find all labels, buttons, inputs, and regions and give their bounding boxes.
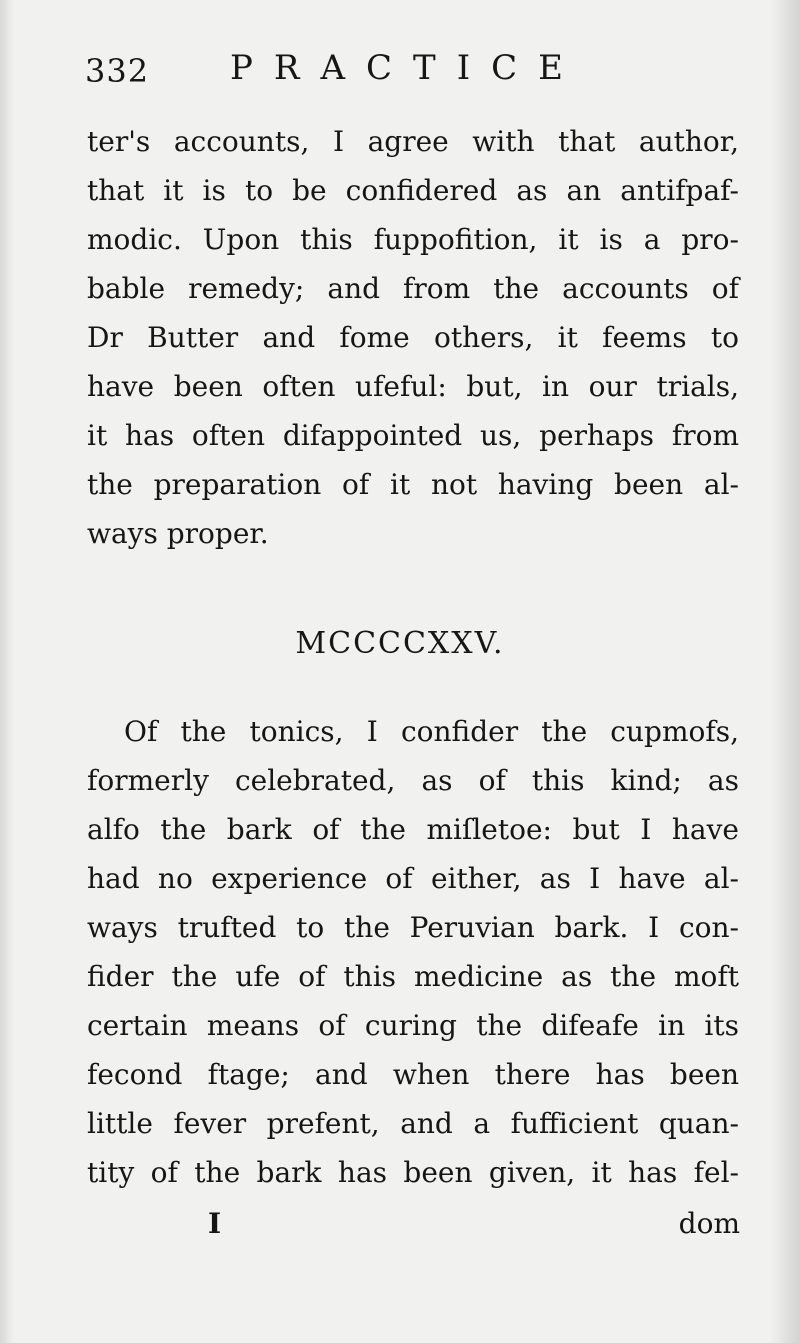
page-shadow-right bbox=[770, 0, 800, 1343]
text-line: have been often ufeful: but, in our trials, bbox=[87, 370, 739, 403]
text-line: ways trufted to the Peruvian bark. I con- bbox=[87, 911, 739, 944]
page-shadow-left bbox=[0, 0, 14, 1343]
text-line: ter's accounts, I agree with that author, bbox=[87, 125, 739, 158]
section-heading: MCCCCXXV. bbox=[295, 626, 505, 661]
text-line: tity of the bark has been given, it has fel- bbox=[87, 1156, 739, 1189]
text-line: alfo the bark of the miſletoe: but I have bbox=[87, 813, 739, 846]
text-line: that it is to be confidered as an antifpaf- bbox=[87, 174, 739, 207]
text-line: it has often difappointed us, perhaps from bbox=[87, 419, 739, 452]
text-line: bable remedy; and from the accounts of bbox=[87, 272, 739, 305]
text-line: fider the ufe of this medicine as the moft bbox=[87, 960, 739, 993]
signature-mark: I bbox=[208, 1207, 222, 1240]
text-line: modic. Upon this fuppofition, it is a pro- bbox=[87, 223, 739, 256]
catchword: dom bbox=[678, 1207, 740, 1240]
text-line: Of the tonics, I confider the cupmofs, bbox=[124, 715, 739, 748]
text-line: fecond ftage; and when there has been bbox=[87, 1058, 739, 1091]
text-line: had no experience of either, as I have al- bbox=[87, 862, 739, 895]
running-head: PRACTICE bbox=[230, 48, 584, 88]
text-line: ways proper. bbox=[87, 517, 269, 550]
text-line: certain means of curing the difeafe in its bbox=[87, 1009, 739, 1042]
text-line: the preparation of it not having been al- bbox=[87, 468, 739, 501]
text-line: formerly celebrated, as of this kind; as bbox=[87, 764, 739, 797]
text-line: little fever prefent, and a fufficient quan- bbox=[87, 1107, 739, 1140]
text-line: Dr Butter and fome others, it feems to bbox=[87, 321, 739, 354]
page-number: 332 bbox=[85, 52, 150, 90]
